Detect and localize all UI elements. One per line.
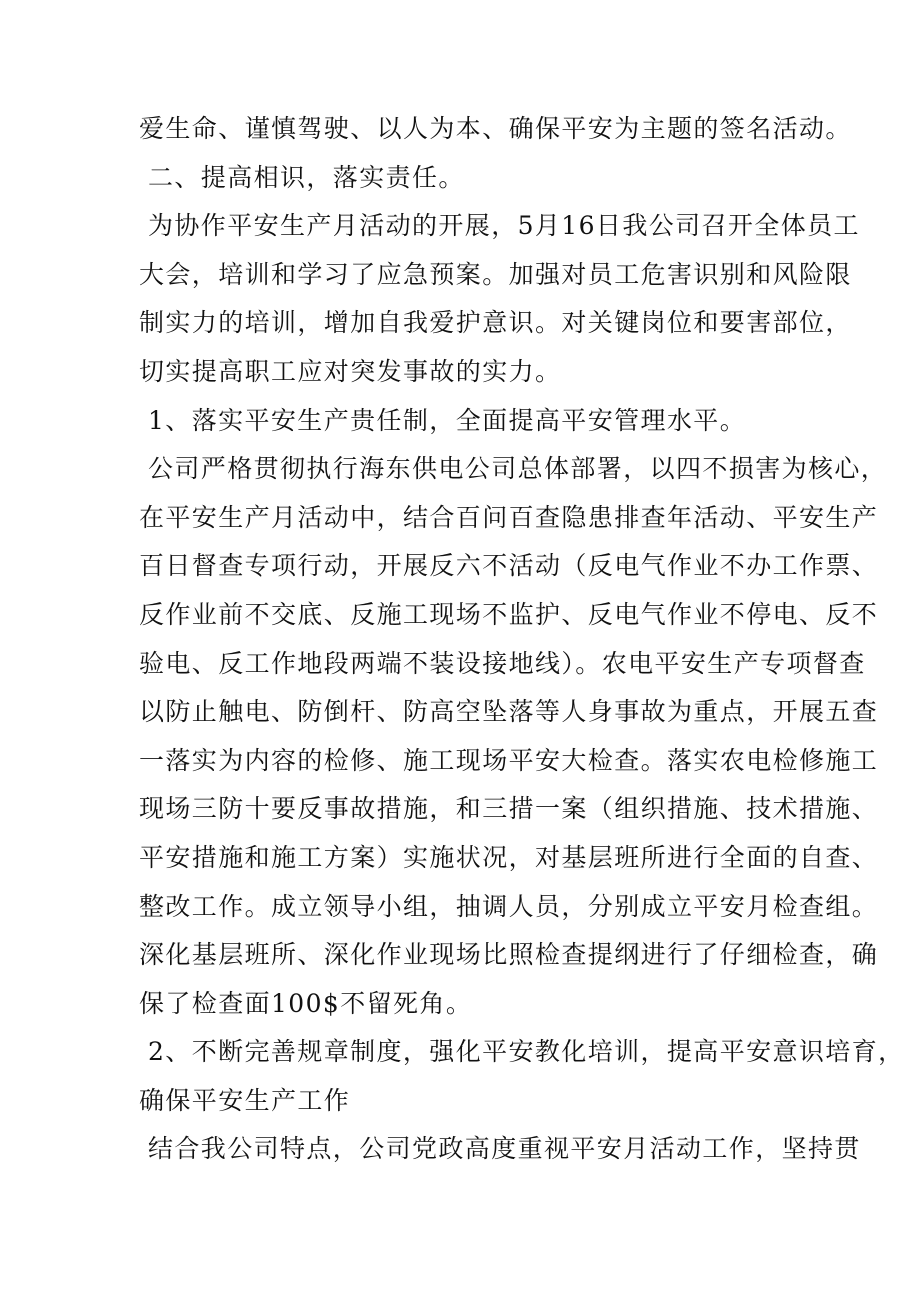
text-line: 反作业前不交底、反施工现场不监护、反电气作业不停电、反不 xyxy=(139,599,879,629)
subsection-heading: 1、落实平安生产贵任制，全面提高平安管理水平。 xyxy=(148,405,747,435)
text-line: 在平安生产月活动中，结合百问百查隐患排查年活动、平安生产 xyxy=(139,502,879,532)
text-line: 保了检查面100$不留死角。 xyxy=(139,988,473,1018)
text-line: 为协作平安生产月活动的开展，5月16日我公司召开全体员工 xyxy=(148,211,860,241)
text-line: 平安措施和施工方案）实施状况，对基层班所进行全面的自查、 xyxy=(139,842,879,872)
text-line: 制实力的培训，增加自我爱护意识。对关键岗位和要害部位， xyxy=(139,308,852,338)
text-line: 百日督查专项行动，开展反六不活动（反电气作业不办工作票、 xyxy=(139,551,879,581)
text-line: 确保平安生产工作 xyxy=(139,1085,351,1115)
section-heading: 二、提高相识，落实责任。 xyxy=(148,162,465,192)
text-line: 大会，培训和学习了应急预案。加强对员工危害识别和风险限 xyxy=(139,259,852,289)
document-body xyxy=(139,105,905,1174)
text-line: 以防止触电、防倒杆、防高空坠落等人身事故为重点，开展五查 xyxy=(139,697,879,727)
text-line: 结合我公司特点，公司党政高度重视平安月活动工作，坚持贯 xyxy=(148,1134,861,1164)
text-line: 公司严格贯彻执行海东供电公司总体部署，以四不损害为核心， xyxy=(148,454,888,484)
text-line: 验电、反工作地段两端不装设接地线）。农电平安生产专项督查 xyxy=(139,648,866,678)
text-line: 整改工作。成立领导小组，抽调人员，分别成立平安月检查组。 xyxy=(139,891,879,921)
text-line: 切实提高职工应对突发事故的实力。 xyxy=(139,356,562,386)
text-line: 深化基层班所、深化作业现场比照检查提纲进行了仔细检查，确 xyxy=(139,940,879,970)
text-line: 现场三防十要反事故措施，和三措一案（组织措施、技术措施、 xyxy=(139,794,879,824)
subsection-heading: 2、不断完善规章制度，强化平安教化培训，提高平安意识培育， xyxy=(148,1037,905,1067)
text-line: 爱生命、谨慎驾驶、以人为本、确保平安为主题的签名活动。 xyxy=(139,114,852,143)
text-line: 一落实为内容的检修、施工现场平安大检查。落实农电检修施工 xyxy=(139,745,879,775)
